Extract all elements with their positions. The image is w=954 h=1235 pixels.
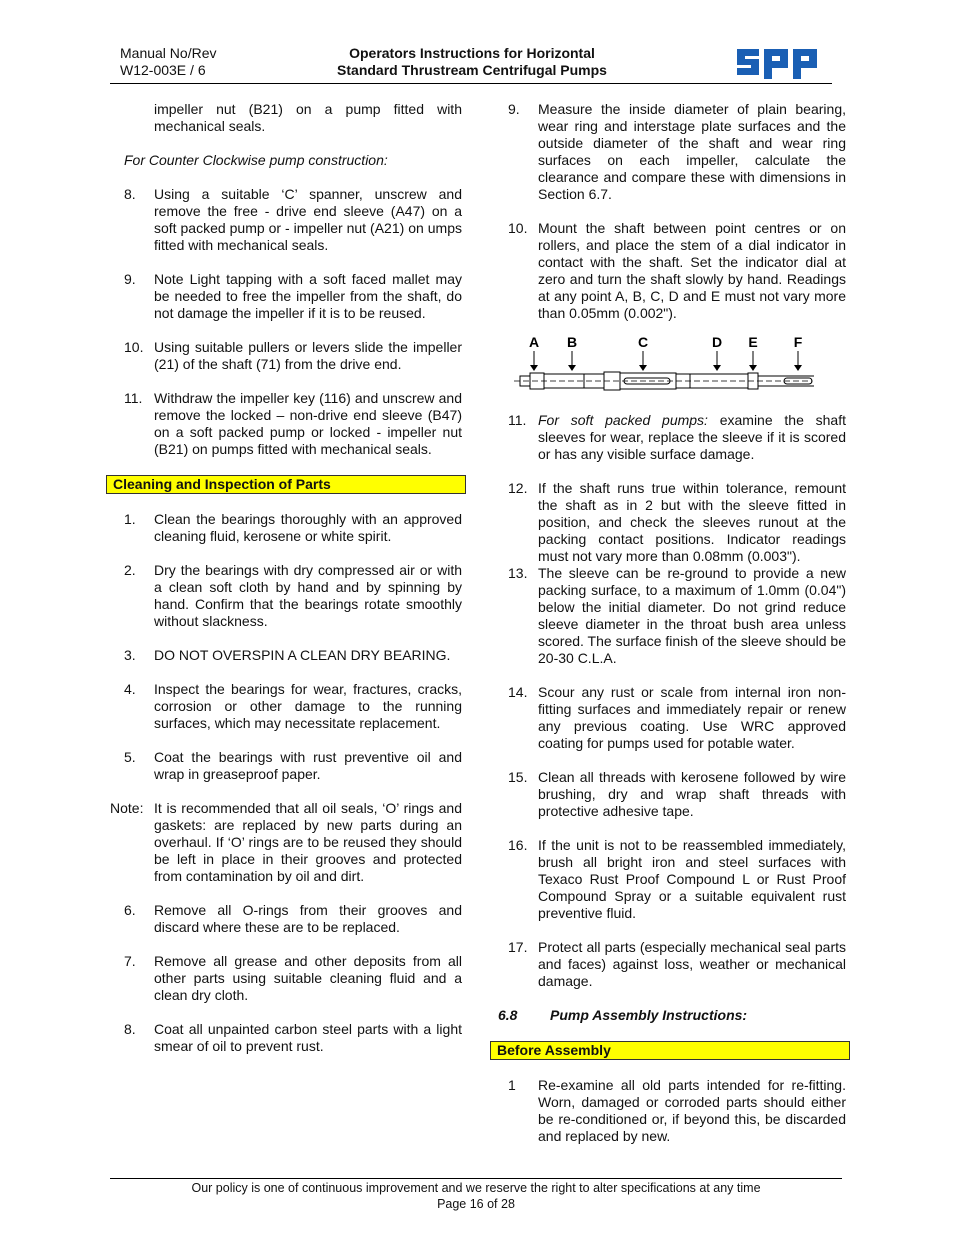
title-line-2: Standard Thrustream Centrifugal Pumps	[337, 62, 607, 78]
list-item: 2. Dry the bearings with dry compressed air or with a clean soft cloth by hand and by spinning by hand. Confirm that the bearings rotate smoothly without slackness.	[124, 562, 462, 629]
sleeve-steps	[494, 565, 846, 990]
section-heading-6-8	[498, 1007, 846, 1024]
list-item-soft-packed: 11. For soft packed pumps: examine the shaft sleeves for wear, replace the sleeve if it is scored or has any visible surface damage.	[508, 412, 846, 462]
continued-item	[110, 101, 462, 135]
manual-label: Manual No/Rev	[120, 45, 217, 61]
diagram-label-b: B	[566, 334, 578, 350]
list-item: 7. Remove all grease and other deposits from all other parts using suitable cleaning fluid and a clean dry cloth.	[124, 953, 462, 1003]
diagram-label-f: F	[793, 334, 803, 350]
ccw-steps	[110, 186, 462, 458]
list-item: 10. Mount the shaft between point centres or on rollers, and place the stem of a dial indicator in contact with the shaft. Set the indicator dial at zero and turn the shaft slowly by hand. Readings at any point A, B, C, D and E must not vary more than 0.05mm (0.002").	[508, 220, 846, 321]
list-item: 13. The sleeve can be re-ground to provide a new packing surface, to a maximum of 1.0mm (0.04") below the initial diameter. Do not grind reduce sleeve diameter in the throat bush area unless scored. The surface finish of the sleeve should be 20-30 C.L.A.	[508, 565, 846, 666]
footer-policy: Our policy is one of continuous improvement and we reserve the right to alter specifications at any time	[191, 1181, 761, 1195]
continued-text: impeller nut (B21) on a pump fitted with mechanical seals.	[154, 101, 462, 134]
footer-rule	[110, 1178, 842, 1179]
diagram-label-e: E	[748, 334, 758, 350]
list-item: 14. Scour any rust or scale from internal iron non-fitting surfaces and immediately repair or renew any previous coating. Use WRC approved coating for pumps used for potable water.	[508, 684, 846, 751]
list-item: 3. DO NOT OVERSPIN A CLEAN DRY BEARING.	[124, 647, 451, 663]
document-title	[300, 45, 644, 79]
ccw-heading: For Counter Clockwise pump construction:	[124, 152, 388, 168]
section-number: 6.8	[498, 1007, 518, 1023]
list-item: 9. Note Light tapping with a soft faced mallet may be needed to free the impeller from the shaft, do not damage the impeller if it is to be reused.	[124, 271, 462, 321]
diagram-label-a: A	[528, 334, 540, 350]
list-item: 6. Remove all O-rings from their grooves and discard where these are to be replaced.	[124, 902, 462, 935]
list-item: 1. Clean the bearings thoroughly with an approved cleaning fluid, kerosene or white spirit.	[124, 511, 462, 544]
soft-packed-label: For soft packed pumps:	[538, 412, 708, 428]
list-item: 8. Using a suitable ‘C’ spanner, unscrew and remove the free - drive end sleeve (A47) on a soft packed pump or - impeller nut (A21) on umps fitted with mechanical seals.	[124, 186, 462, 253]
list-item: 9. Measure the inside diameter of plain bearing, wear ring and interstage plate surfaces and the outside diameter of the shaft and wear ring surfaces on each impeller, calculate the clearance and compare these with dimensions in Section 6.7.	[508, 101, 846, 202]
diagram-label-d: D	[711, 334, 723, 350]
note-label: Note:	[110, 800, 144, 816]
shaft-runout-diagram	[494, 332, 814, 394]
list-item: 10. Using suitable pullers or levers slide the impeller (21) of the shaft (71) from the drive end.	[124, 339, 462, 372]
header-rule	[110, 83, 832, 84]
list-item: 4. Inspect the bearings for wear, fractures, cracks, corrosion or other damage to the running surfaces, which may necessitate replacement.	[124, 681, 462, 731]
list-item: 11. Withdraw the impeller key (116) and unscrew and remove the locked – non-drive end sleeve (B47) on a soft packed pump or locked - impeller nut (B21) on pumps fitted with mechanical seals.	[124, 390, 462, 457]
page-number: Page 16 of 28	[437, 1197, 515, 1211]
cleaning-steps	[110, 511, 462, 783]
section-title: Pump Assembly Instructions:	[550, 1007, 748, 1023]
manual-number-block	[120, 45, 217, 79]
diagram-label-c: C	[637, 334, 649, 350]
list-item: 16. If the unit is not to be reassembled immediately, brush all bright iron and steel surfaces with Texaco Rust Proof Compound L or Rust Proof Compound Spray or a suitable equivalent rust preventive fluid.	[508, 837, 846, 921]
list-item: 5. Coat the bearings with rust preventive oil and wrap in greaseproof paper.	[124, 749, 462, 782]
list-item: 8. Coat all unpainted carbon steel parts with a light smear of oil to prevent rust.	[124, 1021, 462, 1054]
left-column	[110, 101, 462, 1072]
right-column	[494, 101, 846, 1162]
note-text: It is recommended that all oil seals, ‘O’ rings and gaskets: are replaced by new parts during an overhaul. If ‘O’ rings are to be reused they should be left in place in their grooves and protected from contamination by oil and dirt.	[154, 800, 462, 884]
list-item: 15. Clean all threads with kerosene followed by wire brushing, dry and wrap shaft threads with protective adhesive tape.	[508, 769, 846, 819]
note	[110, 800, 462, 885]
cleaning-steps-continued	[110, 902, 462, 1055]
title-line-1: Operators Instructions for Horizontal	[349, 45, 595, 61]
manual-number: W12-003E / 6	[120, 62, 206, 78]
cleaning-section-heading: Cleaning and Inspection of Parts	[106, 475, 466, 494]
list-item: 1 Re-examine all old parts intended for re-fitting. Worn, damaged or corroded parts should either be re-conditioned or, if beyond this, be discarded and replaced by new.	[508, 1077, 846, 1144]
list-item: 12. If the shaft runs true within tolerance, remount the shaft as in 2 but with the sleeve fitted in position, and check the sleeves runout at the packing contact positions. Indicator readings must not vary more than 0.08mm (0.003").	[508, 480, 846, 564]
before-assembly-heading: Before Assembly	[490, 1041, 850, 1060]
list-item: 17. Protect all parts (especially mechanical seal parts and faces) against loss, weather or mechanical damage.	[508, 939, 846, 989]
spp-logo	[735, 45, 819, 79]
